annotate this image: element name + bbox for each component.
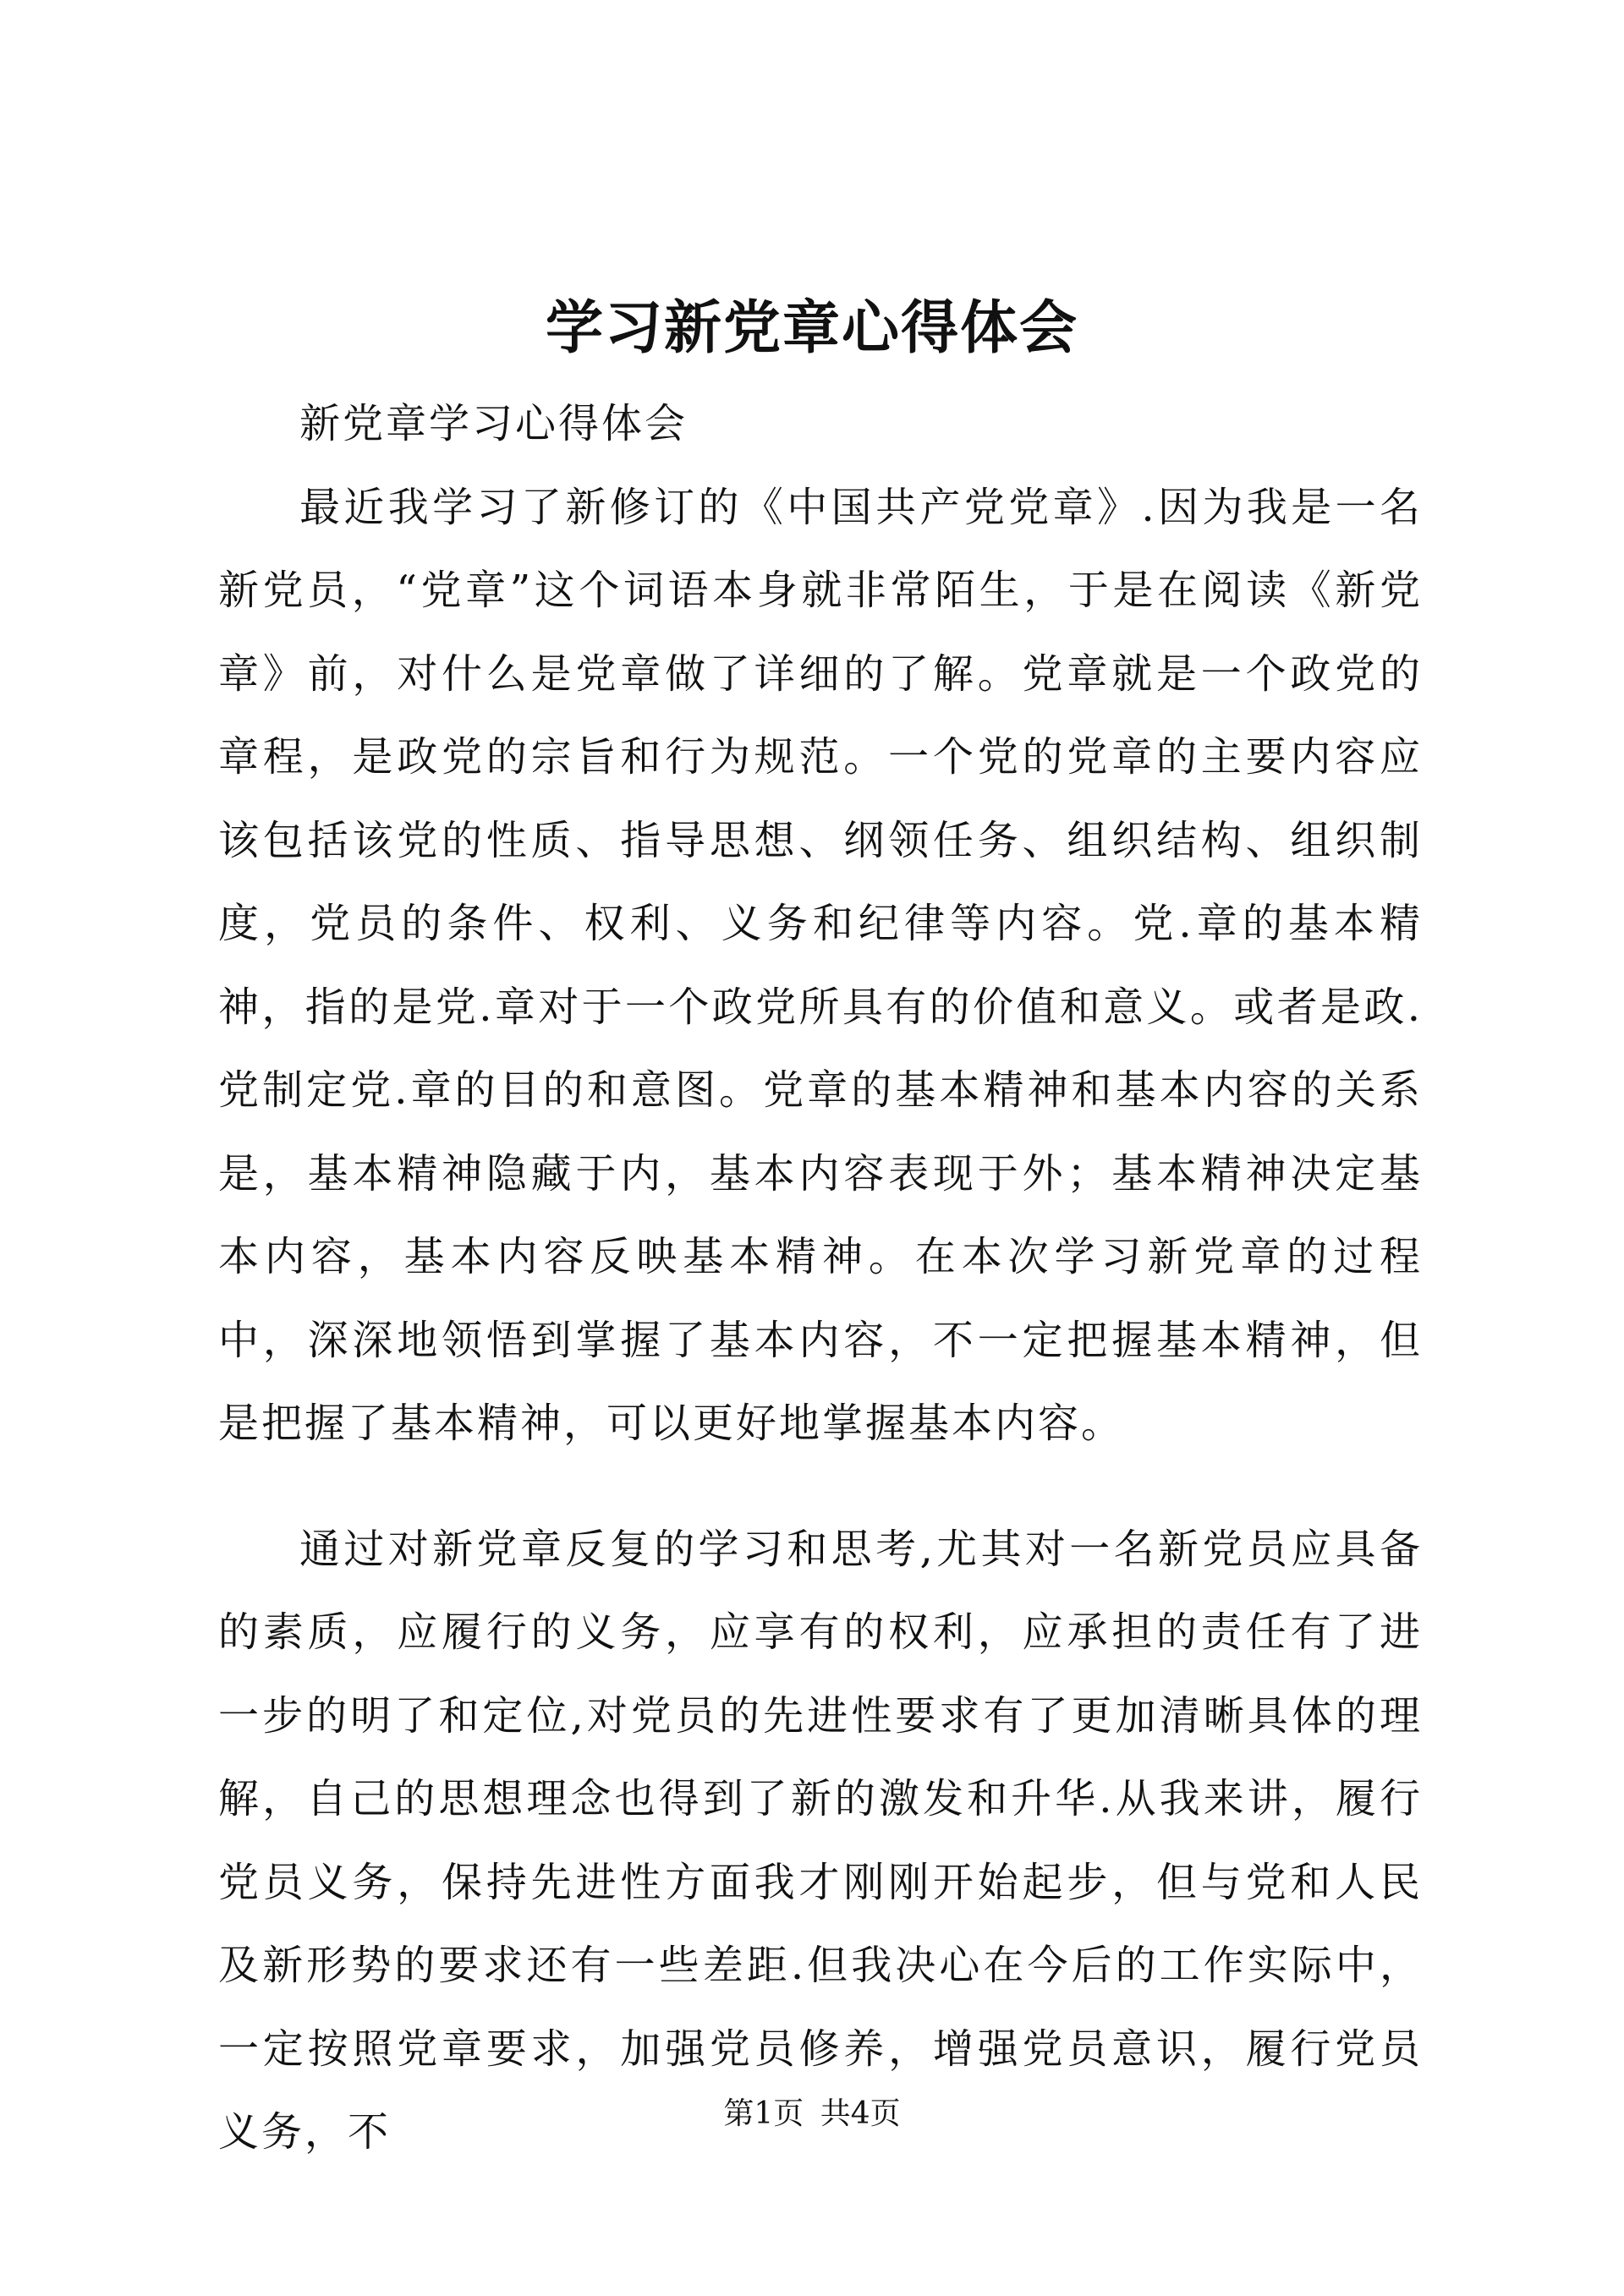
subtitle-paragraph: 新党章学习心得体会 [299, 400, 689, 447]
body-paragraph-1: 最近我学习了新修订的《中国共产党党章》.因为我是一名新党员，“党章”这个词语本身就非常陌生，于是在阅读《新党章》前，对什么是党章做了详细的了解。党章就是一个政党的章程，是政党的宗旨和行为规范。一个党的党章的主要内容应该包括该党的性质、指导思想、纲领任务、组织结构、组织制度，党员的条件、权利、义务和纪律等内容。党.章的基本精神，指的是党.章对于一个政党所具有的价值和意义。或者是政.党制定党.章的目的和意图。党章的基本精神和基本内容的关系是，基本精神隐藏于内，基本内容表现于外；基本精神决定基本内容，基本内容反映基本精神。在本次学习新党章的过程中，深深地领悟到掌握了基本内容，不一定把握基本精神，但是把握了基本精神，可以更好地掌握基本内容。 [218, 483, 1423, 1447]
page-number: 第1页 [723, 2096, 804, 2131]
page-footer [0, 2089, 1624, 2140]
page-total: 共4页 [820, 2096, 901, 2131]
body-paragraph-2: 通过对新党章反复的学习和思考,尤其对一名新党员应具备的素质，应履行的义务，应享有的权利，应承担的责任有了进一步的明了和定位,对党员的先进性要求有了更加清晰具体的理解，自己的思想理念也得到了新的激发和升华.从我来讲，履行党员义务，保持先进性方面我才刚刚开始起步，但与党和人民及新形势的要求还有一些差距.但我决心在今后的工作实际中，一定按照党章要求，加强党员修养，增强党员意识，履行党员义务，不 [218, 1525, 1423, 2156]
document-title: 学习新党章心得体会 [545, 294, 1078, 362]
document-body [218, 382, 1423, 2174]
